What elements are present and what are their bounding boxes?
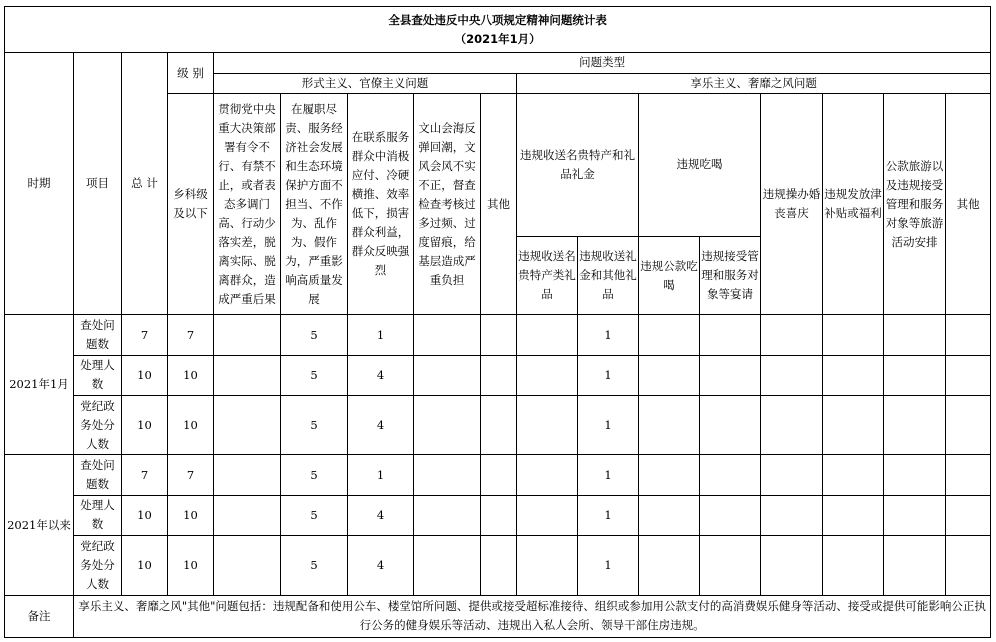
- remark-label: 备注: [5, 595, 74, 637]
- cell-f1: [214, 396, 281, 455]
- header-total: 总 计: [122, 53, 168, 315]
- header-h-gift: 违规收送名贵特产和礼品礼金: [517, 93, 639, 236]
- cell-h-wedding: [761, 355, 823, 395]
- cell-total: 7: [122, 315, 168, 355]
- header-f4: 文山会海反弹回潮，文风会风不实不正，督查检查考核过多过频、过度留痕，给基层造成严重负担: [414, 93, 481, 315]
- cell-f1: [214, 536, 281, 595]
- table-row: [5, 536, 991, 595]
- cell-h-gift-a: [517, 455, 578, 495]
- cell-f3: 4: [348, 495, 414, 535]
- cell-h-wedding: [761, 315, 823, 355]
- header-h-wedding: 违规操办婚丧喜庆: [761, 93, 823, 315]
- cell-f-other: [481, 315, 517, 355]
- header-problem-type: 问题类型: [214, 53, 991, 73]
- header-formalism-group: 形式主义、官僚主义问题: [214, 73, 517, 93]
- cell-f2: 5: [281, 355, 348, 395]
- remark-row: [5, 595, 991, 637]
- cell-h-other: [946, 455, 991, 495]
- cell-h-wedding: [761, 495, 823, 535]
- cell-h-other: [946, 315, 991, 355]
- statistics-table: [4, 6, 991, 638]
- header-item: 项目: [74, 53, 122, 315]
- cell-h-subsidy: [823, 315, 884, 355]
- cell-f2: 5: [281, 315, 348, 355]
- cell-h-subsidy: [823, 355, 884, 395]
- cell-f-other: [481, 495, 517, 535]
- header-h-subsidy: 违规发放津补贴或福利: [823, 93, 884, 315]
- header-f-other: 其他: [481, 93, 517, 315]
- cell-total: 10: [122, 396, 168, 455]
- cell-township: 10: [168, 495, 214, 535]
- remark-text: 享乐主义、奢靡之风"其他"问题包括：违规配备和使用公车、楼堂馆所问题、提供或接受超标准接待、组织或参加用公款支付的高消费娱乐健身等活动、接受或提供可能影响公正执行公务的健身娱乐等活动、违规出入私人会所、领导干部住房违规。: [74, 595, 991, 637]
- cell-f3: 4: [348, 536, 414, 595]
- cell-township: 10: [168, 396, 214, 455]
- cell-f1: [214, 495, 281, 535]
- cell-h-subsidy: [823, 536, 884, 595]
- table-title: [5, 7, 991, 53]
- row-item: 查处问题数: [74, 315, 122, 355]
- cell-township: 7: [168, 315, 214, 355]
- row-item: 党纪政务处分人数: [74, 536, 122, 595]
- cell-h-wedding: [761, 396, 823, 455]
- cell-total: 7: [122, 455, 168, 495]
- row-item: 处理人数: [74, 355, 122, 395]
- cell-h-eat-b: [700, 315, 761, 355]
- cell-h-travel: [884, 455, 946, 495]
- cell-f2: 5: [281, 396, 348, 455]
- cell-f3: 1: [348, 315, 414, 355]
- cell-h-wedding: [761, 455, 823, 495]
- cell-h-gift-a: [517, 355, 578, 395]
- table-row: [5, 495, 991, 535]
- header-h-gift-a: 违规收送名贵特产类礼品: [517, 236, 578, 315]
- cell-h-travel: [884, 396, 946, 455]
- cell-h-gift-a: [517, 396, 578, 455]
- cell-h-gift-b: 1: [578, 495, 639, 535]
- cell-h-eat-b: [700, 355, 761, 395]
- cell-township: 10: [168, 536, 214, 595]
- cell-h-gift-b: 1: [578, 355, 639, 395]
- cell-f-other: [481, 455, 517, 495]
- title-subtitle: （2021年1月）: [454, 31, 541, 46]
- row-item: 处理人数: [74, 495, 122, 535]
- header-h-eat: 违规吃喝: [639, 93, 761, 236]
- table-row: [5, 396, 991, 455]
- cell-h-eat-b: [700, 495, 761, 535]
- cell-h-eat-b: [700, 396, 761, 455]
- cell-h-other: [946, 355, 991, 395]
- row-item: 党纪政务处分人数: [74, 396, 122, 455]
- table-row: [5, 455, 991, 495]
- cell-h-travel: [884, 315, 946, 355]
- header-f1: 贯彻党中央重大决策部署有令不行、有禁不止，或者表态多调门高、行动少落实差，脱离实际、脱离群众，造成严重后果: [214, 93, 281, 315]
- header-h-other: 其他: [946, 93, 991, 315]
- header-period: 时期: [5, 53, 74, 315]
- period-label: 2021年以来: [5, 455, 74, 595]
- cell-f3: 4: [348, 355, 414, 395]
- cell-h-wedding: [761, 536, 823, 595]
- cell-h-travel: [884, 495, 946, 535]
- cell-f1: [214, 455, 281, 495]
- cell-f3: 1: [348, 455, 414, 495]
- header-level: 级 别: [168, 53, 214, 93]
- cell-h-eat-a: [639, 396, 700, 455]
- header-h-travel: 公款旅游以及违规接受管理和服务对象等旅游活动安排: [884, 93, 946, 315]
- cell-h-gift-b: 1: [578, 455, 639, 495]
- cell-f4: [414, 315, 481, 355]
- cell-f1: [214, 315, 281, 355]
- cell-h-eat-a: [639, 455, 700, 495]
- cell-f4: [414, 455, 481, 495]
- cell-h-gift-b: 1: [578, 396, 639, 455]
- row-item: 查处问题数: [74, 455, 122, 495]
- cell-f4: [414, 536, 481, 595]
- cell-h-other: [946, 536, 991, 595]
- cell-township: 7: [168, 455, 214, 495]
- cell-h-gift-a: [517, 536, 578, 595]
- cell-f-other: [481, 396, 517, 455]
- cell-h-eat-b: [700, 455, 761, 495]
- cell-h-eat-b: [700, 536, 761, 595]
- header-f2: 在履职尽责、服务经济社会发展和生态环境保护方面不担当、不作为、乱作为、假作为，严重影响高质量发展: [281, 93, 348, 315]
- cell-township: 10: [168, 355, 214, 395]
- cell-h-gift-b: 1: [578, 536, 639, 595]
- cell-h-subsidy: [823, 396, 884, 455]
- cell-h-subsidy: [823, 455, 884, 495]
- cell-f4: [414, 355, 481, 395]
- cell-f4: [414, 495, 481, 535]
- cell-f2: 5: [281, 455, 348, 495]
- cell-h-eat-a: [639, 536, 700, 595]
- cell-h-eat-a: [639, 355, 700, 395]
- cell-h-other: [946, 495, 991, 535]
- header-h-eat-b: 违规接受管理和服务对象等宴请: [700, 236, 761, 315]
- cell-f3: 4: [348, 396, 414, 455]
- header-hedonism-group: 享乐主义、奢靡之风问题: [517, 73, 991, 93]
- cell-h-eat-a: [639, 315, 700, 355]
- header-township: 乡科级及以下: [168, 93, 214, 315]
- cell-h-other: [946, 396, 991, 455]
- cell-total: 10: [122, 355, 168, 395]
- cell-f4: [414, 396, 481, 455]
- period-label: 2021年1月: [5, 315, 74, 455]
- cell-h-gift-b: 1: [578, 315, 639, 355]
- table-row: [5, 355, 991, 395]
- cell-f2: 5: [281, 536, 348, 595]
- header-h-gift-b: 违规收送礼金和其他礼品: [578, 236, 639, 315]
- cell-h-gift-a: [517, 315, 578, 355]
- cell-h-subsidy: [823, 495, 884, 535]
- cell-h-travel: [884, 355, 946, 395]
- cell-f-other: [481, 536, 517, 595]
- cell-h-travel: [884, 536, 946, 595]
- cell-h-gift-a: [517, 495, 578, 535]
- header-h-eat-a: 违规公款吃喝: [639, 236, 700, 315]
- table-row: [5, 315, 991, 355]
- cell-f-other: [481, 355, 517, 395]
- cell-f2: 5: [281, 495, 348, 535]
- cell-h-eat-a: [639, 495, 700, 535]
- cell-total: 10: [122, 495, 168, 535]
- cell-total: 10: [122, 536, 168, 595]
- title-main: 全县查处违反中央八项规定精神问题统计表: [388, 12, 607, 27]
- cell-f1: [214, 355, 281, 395]
- header-f3: 在联系服务群众中消极应付、冷硬横推、效率低下，损害群众利益，群众反映强烈: [348, 93, 414, 315]
